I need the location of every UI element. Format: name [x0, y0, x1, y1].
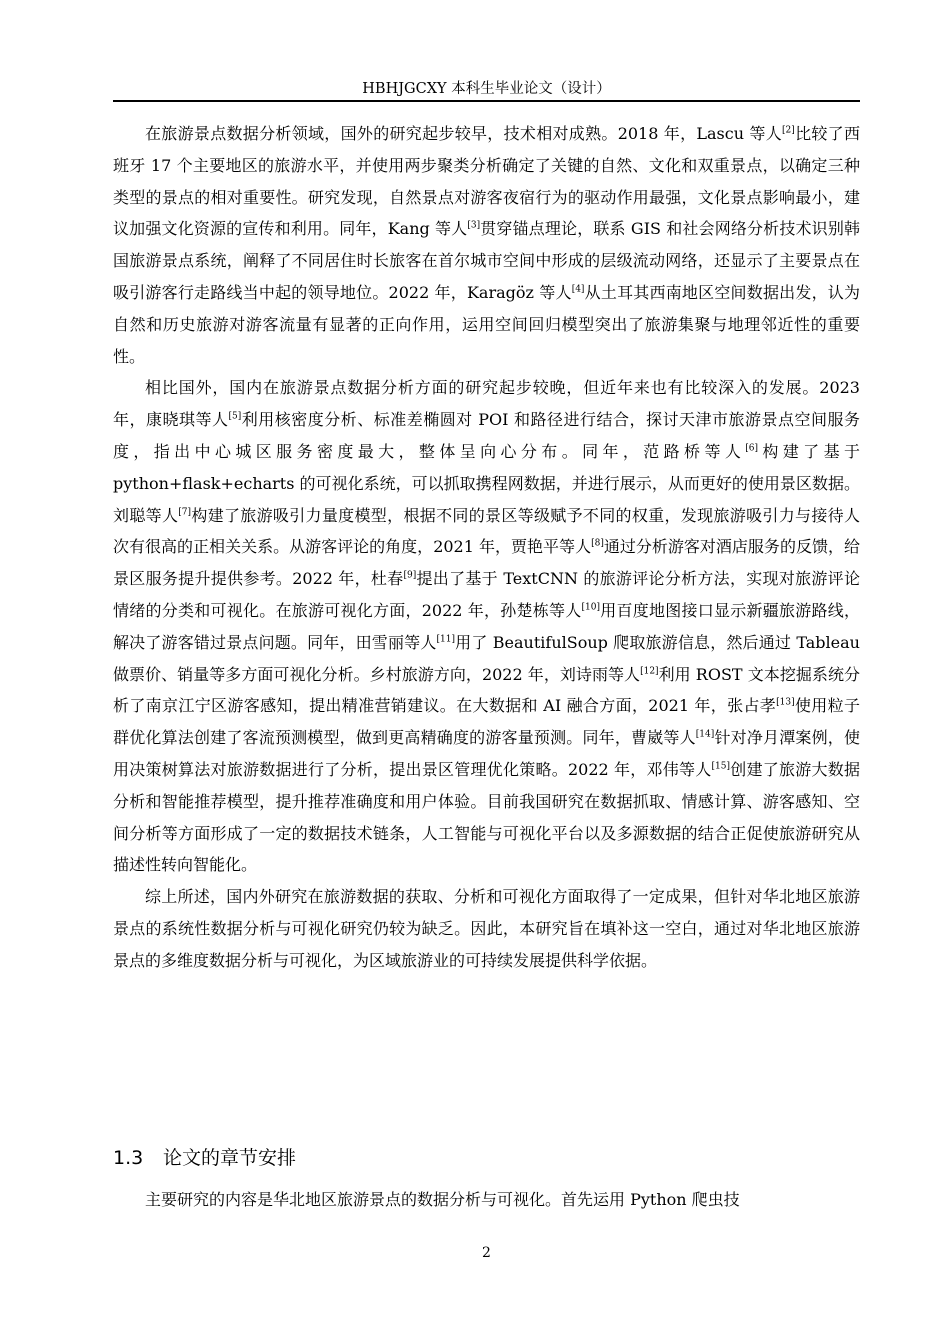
paragraph-text: 使用粒子群优化算法创建了客流预测模型，做到更高精确度的游客量预测。同年，曹崴等人	[113, 696, 860, 748]
paragraph-chapter-arrangement: 主要研究的内容是华北地区旅游景点的数据分析与可视化。首先运用 Python 爬虫技	[145, 1190, 740, 1209]
paragraph-text: 相比国外，国内在旅游景点数据分析方面的研究起步较晚，但近年来也有比较深入的发展。2023 年，康晓琪等人	[113, 378, 860, 430]
paragraph-text: 利用 ROST 文本挖掘系统分析了南京江宁区游客感知，提出精准营销建议。在大数据和 AI 融合方面，2021 年，张占孝	[113, 664, 860, 716]
citation-ref: [13]	[776, 697, 795, 708]
section-title: 论文的章节安排	[163, 1147, 297, 1169]
body-text	[113, 118, 860, 977]
citation-ref: [10]	[581, 602, 601, 613]
paragraph-text: 构建了旅游吸引力量度模型，根据不同的景区等级赋予不同的权重，发现旅游吸引力与接待人次有很高的正相关关系。从游客评论的角度，2021 年，贾艳平等人	[113, 505, 860, 557]
page-header: HBHJGCXY 本科生毕业论文（设计）	[362, 81, 611, 97]
citation-ref: [7]	[178, 506, 192, 517]
paragraph-text: 在旅游景点数据分析领域，国外的研究起步较早，技术相对成熟。2018 年，Lascu 等人	[145, 124, 783, 143]
paragraph-text: 比较了西班牙 17 个主要地区的旅游水平，并使用两步聚类分析确定了关键的自然、文化和双重景点，以确定三种类型的景点的相对重要性。研究发现，自然景点对游客夜宿行为的驱动作用最强，文化景点影响最小，建议加强文化资源的宣传和利用。同年，Kang 等人	[113, 124, 860, 239]
citation-ref: [4]	[571, 284, 585, 295]
paragraph-text: 提出了基于 TextCNN 的旅游评论分析方法，实现对旅游评论情绪的分类和可视化。在旅游可视化方面，2022 年，孙楚栋等人	[113, 569, 860, 620]
section-number: 1.3	[113, 1147, 144, 1169]
citation-ref: [8]	[591, 538, 604, 549]
paragraph-domestic-research	[113, 372, 860, 881]
citation-ref: [2]	[782, 125, 795, 136]
section-heading	[113, 1143, 296, 1173]
citation-ref: [12]	[640, 665, 659, 676]
paragraph-text: 针对净月潭案例，使用决策树算法对旅游数据进行了分析，提出景区管理优化策略。2022 年，邓伟等人	[113, 728, 860, 779]
paragraph-text: 用百度地图接口显示新疆旅游路线，解决了游客错过景点问题。同年，田雪丽等人	[113, 600, 860, 652]
paragraph-text: 用了 BeautifulSoup 爬取旅游信息，然后通过 Tableau 做票价、销量等多方面可视化分析。乡村旅游方向，2022 年，刘诗雨等人	[113, 632, 860, 684]
citation-ref: [9]	[403, 570, 417, 581]
paragraph-text: 从土耳其西南地区空间数据出发，认为自然和历史旅游对游客流量有显著的正向作用，运用空间回归模型突出了旅游集聚与地理邻近性的重要性。	[113, 282, 860, 366]
page-number: 2	[482, 1245, 491, 1261]
paragraph-text: 构建了基于 python+flask+echarts 的可视化系统，可以抓取携程网数据，并进行展示，从而更好的使用景区数据。刘聪等人	[113, 441, 860, 525]
paragraph-text: 利用核密度分析、标准差椭圆对 POI 和路径进行结合，探讨天津市旅游景点空间服务度，指出中心城区服务密度最大，整体呈向心分布。同年，范路桥等人	[113, 410, 860, 461]
paragraph-text: 贯穿锚点理论，联系 GIS 和社会网络分析技术识别韩国旅游景点系统，阐释了不同居住时长旅客在首尔城市空间中形成的层级流动网络，还显示了主要景点在吸引游客行走路线当中起的领导地位。2022 年，Karagöz 等人	[113, 219, 860, 302]
paragraph-foreign-research	[113, 118, 860, 372]
paragraph-text: 创建了旅游大数据分析和智能推荐模型，提升推荐准确度和用户体验。目前我国研究在数据抓取、情感计算、游客感知、空间分析等方面形成了一定的数据技术链条，人工智能与可视化平台以及多源数据的结合正促使旅游研究从描述性转向智能化。	[113, 759, 860, 875]
citation-ref: [11]	[436, 634, 455, 644]
citation-ref: [6]	[745, 443, 758, 454]
section-body	[113, 1184, 860, 1216]
paragraph-text: 通过分析游客对酒店服务的反馈，给景区服务提升提供参考。2022 年，杜春	[113, 537, 860, 589]
citation-ref: [3]	[467, 220, 481, 231]
citation-ref: [5]	[228, 411, 242, 422]
header-rule	[113, 100, 860, 102]
citation-ref: [15]	[711, 761, 730, 772]
paragraph-summary: 综上所述，国内外研究在旅游数据的获取、分析和可视化方面取得了一定成果，但针对华北地区旅游景点的系统性数据分析与可视化研究仍较为缺乏。因此，本研究旨在填补这一空白，通过对华北地区旅游景点的多维度数据分析与可视化，为区域旅游业的可持续发展提供科学依据。	[113, 887, 860, 970]
citation-ref: [14]	[695, 729, 715, 740]
